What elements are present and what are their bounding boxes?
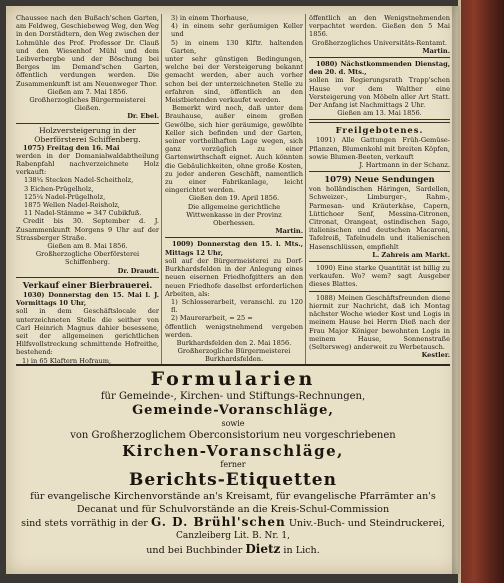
notice-number: 1075) Freitag den 16. Mai: [23, 143, 120, 152]
section-heading: Verkauf einer Bierbrauerei.: [22, 279, 153, 290]
column-right: [309, 14, 450, 364]
list-item: 2) Maurerarbeit, = 25 =: [171, 314, 253, 323]
notice-signature: Martin.: [275, 227, 303, 236]
ad-line-heading: Kirchen-Voranschläge,: [122, 442, 344, 460]
ad-line: Canzleiberg Lit. B. Nr. 1,: [176, 531, 290, 541]
ad-publisher: G. D. Brühl'schen: [150, 515, 286, 529]
ad-text: in Lich.: [283, 545, 320, 556]
notice-text: öffentlich an den Wenigstnehmenden verpachtet werden. Gießen den 5 Mai 1856.: [309, 14, 450, 39]
section-heading: Freilgebotenes.: [335, 125, 424, 136]
ad-line: [16, 543, 450, 557]
notice-signature: Dr. Draudt.: [117, 266, 159, 275]
divider: [309, 57, 450, 58]
list-item: 1875 Wellen Nadel-Reisholz,: [24, 201, 120, 210]
divider: [165, 237, 303, 238]
notice-signature: L. Zahreis am Markt.: [372, 250, 450, 259]
notice-date: Burkhardsfelden den 2. Mai 1856.: [176, 338, 292, 347]
notice-text: öffentlich wenigstnehmend vergeben werden.: [165, 322, 303, 339]
ad-line: ferner: [220, 460, 246, 469]
list-item: 3 Eichen-Prügelholz,: [24, 184, 94, 193]
notice-text: 1090) Eine starke Quantität ist billig zu verkaufen. Wo? wem? sagt Ausgeber dieses Blattes.: [309, 264, 450, 289]
ad-bookbinder: Dietz: [245, 542, 281, 556]
ad-text: Univ.-Buch- und Steindruckerei,: [288, 518, 445, 529]
book-spine: [458, 0, 504, 583]
notice-office: Großherzogliches Bürgermeisterei Gießen.: [29, 96, 146, 113]
newspaper-page: [6, 6, 458, 574]
three-column-body: [16, 14, 450, 364]
ad-line-heading: Berichts-Etiquetten: [128, 470, 337, 490]
list-item: 1) in 65 Klaftern Hofraum,: [22, 356, 112, 364]
ad-title: Formularien: [150, 368, 316, 390]
divider: [16, 123, 159, 124]
advertisement-block: [16, 366, 450, 566]
notice-text: Credit bis 30. September d. J. Zusammenkunft Morgens 9 Uhr auf der Strassberger Straße.: [16, 217, 159, 242]
notice-signature: Kestler.: [421, 351, 450, 360]
notice-number: 1009) Donnerstag den 15. l. Mts., Mittags 12 Uhr,: [165, 240, 303, 257]
column-left: [16, 14, 159, 364]
notice-number: 1030) Donnerstag den 15. Mai l. J. Vormittags 10 Uhr,: [16, 290, 159, 308]
page-gutter-shadow: [452, 6, 460, 574]
notice-text: Chaussee nach den Bußach'schen Garten, am Feldweg, Geschiebeweg Weg, den Weg in den Dorstädtern, den Weg zwischen der Lohmühle des Prof. Professor Dr. Clauß und den Wiesenhof Mühl und dem Leibverbergbe und der Böschung bei Berges im Demand'schen Garten, öffentlich verdungen werden. Die Zusammenkunft ist am Neuenweger Thor.: [16, 14, 159, 88]
column-rule: [161, 14, 162, 364]
divider: [16, 277, 159, 278]
notice-text: 1091) Alle Gattungen Früh-Gemüse-Pflanzen, Blumenkohl mit breiten Köpfen, sowie Blumen-Beeten, verkauft: [309, 136, 450, 161]
notice-text: von holländischen Häringen, Sardellen, Schweizer-, Limburger-, Rahm-, Parmesan- und Kräuterkäse, Capern, Lüttichoer Senf, Messina-Citronen, Citronat, Orangeat, ostindischen Sago, italienischen und deutschen Macaroni, Tafelreiß, Tafelnudeln und italienischen Hasenschlüssen, empfiehlt: [309, 185, 450, 251]
notice-text: werden in der Domanialwaldabtheilung Rabenpfahl nachverzeichnete Holz verkauft:: [16, 151, 159, 177]
notice-date: Gießen am 7. Mai 1856.: [47, 87, 128, 96]
ad-line: von Großherzoglichem Oberconsistorium neu vorgeschriebenen: [70, 430, 396, 441]
ad-line: [16, 516, 450, 530]
notice-text: 1088) Meinen Geschäftsfreunden diene hiermit zur Nachricht, daß ich Montag nächster Woche wieder Kost und Logis in meinem Hause bei Herrn Dieß nach der Frau Major Königer bewohnten Logis in meinem Hause, Sonnenstraße (Seltersweg) anderweit zu Werbetausch.: [309, 293, 450, 351]
notice-date: Gießen den 19. April 1856.: [188, 194, 280, 203]
list-item: 5) in einem 130 Klftr. haltenden Garten,: [171, 38, 303, 55]
notice-text: soll auf der Bürgermeisterei zu Dorf-Burkhardsfelden in der Anlegung eines neuen eisernen Friedhofgitters an den neuen Friedhofe daselbst erforderlichen Arbeiten, als:: [165, 256, 303, 298]
notice-signature: Dr. Ebel.: [127, 112, 159, 121]
list-item: 138¼ Stecken Nadel-Scheitholz,: [24, 176, 134, 185]
list-item: 11 Nadel-Stämme = 347 Cubikfuß.: [24, 209, 142, 218]
column-rule: [305, 14, 306, 364]
notice-text: soll in dem Geschäftslocale der unterzeichneten Stelle die seither von Carl Heinrich Magnus dahier besessene, seit der allgemeinen gerichtlichen Hilfsvollstreckung schmittende Hofreithe, bestehend:: [16, 307, 159, 357]
ad-line: für Gemeinde-, Kirchen- und Stiftungs-Rechnungen,: [100, 391, 366, 402]
column-middle: [165, 14, 303, 364]
notice-text: Bemerkt wird noch, daß unter dem Brauhause, außer einem großen Gewölbe, sich hier geräumige, gewölbte Keller sich befinden und der Garten, seiner vortheilhaften Lage wegen, sich ganz vorzüglich zu einer Gartenwirthschaft eignet. Auch könnten die Gebäulichkeiten, ohne große Kosten, zu jeder anderen Geschäft, namentlich zu einer Fabrikanlage, leicht eingerichtet werden.: [165, 104, 303, 195]
notice-office: Großherzogliches Universitäts-Rentamt.: [311, 38, 448, 47]
section-heading: 1079) Neue Sendungen: [324, 174, 435, 185]
list-item: 125¼ Nadel-Prügelholz,: [24, 192, 106, 201]
ad-line-heading: Gemeinde-Voranschläge,: [132, 403, 334, 418]
double-divider: [309, 119, 450, 123]
ad-text: und bei Buchbinder: [146, 545, 243, 556]
divider: [309, 261, 450, 262]
divider: [309, 291, 450, 292]
divider: [309, 171, 450, 172]
notice-number: 1080) Nächstkommenden Dienstag, den 20. d. Mts.,: [309, 60, 450, 77]
notice-office: Großherzogliche Oberförsterei Schiffenberg.: [35, 250, 140, 267]
ad-line: für evangelische Kirchenvorstände an's Kreisamt, für evangelische Pfarrämter an's: [30, 491, 436, 502]
notice-signature: Martin.: [422, 46, 450, 55]
notice-office: Die allgemeine gerichtliche Wittwenkasse in der Provinz Oberhessen.: [186, 202, 282, 228]
notice-text: sollen im Regierungsrath Trapp'schen Hause vor dem Walther eine Versteigerung von Möbeln aller Art Statt. Der Anfang ist Nachmittags 2 Uhr.: [309, 76, 450, 110]
list-item: 1) Schlosserarbeit, veranschl. zu 120 fl.: [171, 297, 303, 315]
notice-signature: J. Hartmann in der Schanz.: [359, 161, 450, 170]
list-item: 4) in einem sehr geräumigen Keller und: [171, 22, 303, 39]
list-item: 3) in einem Thorhause,: [171, 14, 249, 22]
ad-line: sowie: [221, 419, 245, 428]
notice-date: Gießen am 13. Mai 1856.: [337, 109, 422, 118]
section-heading: Holzversteigerung in der Oberförsterei Schiffenberg.: [34, 125, 141, 144]
ad-text: sind stets vorräthig in der: [21, 518, 148, 529]
notice-text: unter sehr günstigen Bedingungen, welche bei der Versteigerung bekannt gemacht werden, aber auch vorher schon bei der unterzeichneten Stelle zu erfahren sind, öffentlich an den Meistbietenden verkaufet werden.: [165, 55, 303, 105]
notice-office: Großherzogliche Bürgermeisterei Burkhardsfelden.: [177, 347, 291, 364]
notice-date: Gießen am 8. Mai 1856.: [47, 242, 128, 251]
ad-line: Decanat und für Schulvorstände an die Kreis-Schul-Commission: [76, 504, 390, 515]
